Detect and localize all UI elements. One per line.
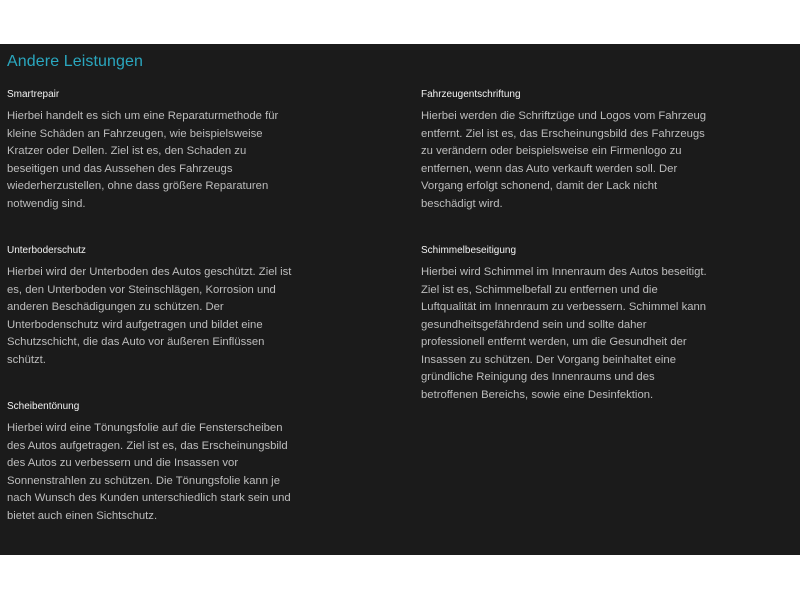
top-band — [0, 0, 800, 44]
service-fahrzeugentschriftung — [421, 88, 711, 213]
service-smartrepair — [7, 88, 297, 213]
services-panel — [0, 44, 800, 555]
service-schimmelbeseitigung — [421, 244, 711, 404]
service-unterbodenschutz — [7, 244, 297, 369]
service-text-schimmelbeseitigung: Hierbei wird Schimmel im Innenraum des Autos beseitigt. Ziel ist es, Schimmelbefall zu entfernen und die Luftqualität im Innenraum zu verbessern. Schimmel kann gesundheitsgefährdend sein und sollte daher professionell entfernt werden, um die Gesundheit der Insassen zu schützen. Der Vorgang beinhaltet eine gründliche Reinigung des Innenraums und des betroffenen Bereichs, sowie eine Desinfektion. — [421, 266, 707, 401]
bottom-band — [0, 555, 800, 600]
service-text-scheibentoenung: Hierbei wird eine Tönungsfolie auf die Fensterscheiben des Autos aufgetragen. Ziel ist es, das Erscheinungsbild des Autos zu verbessern und die Insassen vor Sonnenstrahlen zu schützen. Die Tönungsfolie kann je nach Wunsch des Kunden unterschiedlich stark sein und bietet auch einen Sichtschutz. — [7, 422, 291, 522]
service-text-unterbodenschutz: Hierbei wird der Unterboden des Autos geschützt. Ziel ist es, den Unterboden vor Steinschlägen, Korrosion und anderen Beschädigungen zu schützen. Der Unterbodenschutz wird aufgetragen und bildet eine Schutzschicht, die das Auto vor äußeren Einflüssen schützt. — [7, 266, 292, 366]
service-title-smartrepair: Smartrepair — [7, 89, 60, 100]
section-title: Andere Leistungen — [7, 53, 144, 70]
service-text-fahrzeugentschriftung: Hierbei werden die Schriftzüge und Logos vom Fahrzeug entfernt. Ziel ist es, das Erscheinungsbild des Fahrzeugs zu verändern oder beispielsweise ein Firmenlogo zu entfernen, wenn das Auto verkauft werden soll. Der Vorgang erfolgt schonend, damit der Lack nicht beschädigt wird. — [421, 110, 707, 210]
service-title-fahrzeugentschriftung: Fahrzeugentschriftung — [421, 89, 521, 100]
service-scheibentoenung — [7, 400, 297, 525]
service-title-schimmelbeseitigung: Schimmelbeseitigung — [421, 245, 517, 256]
service-text-smartrepair: Hierbei handelt es sich um eine Reparaturmethode für kleine Schäden an Fahrzeugen, wie beispielsweise Kratzer oder Dellen. Ziel ist es, den Schaden zu beseitigen und das Aussehen des Fahrzeugs wiederherzustellen, ohne dass größere Reparaturen notwendig sind. — [7, 110, 279, 210]
service-title-unterbodenschutz: Unterboderschutz — [7, 245, 86, 256]
service-title-scheibentoenung: Scheibentönung — [7, 401, 80, 412]
